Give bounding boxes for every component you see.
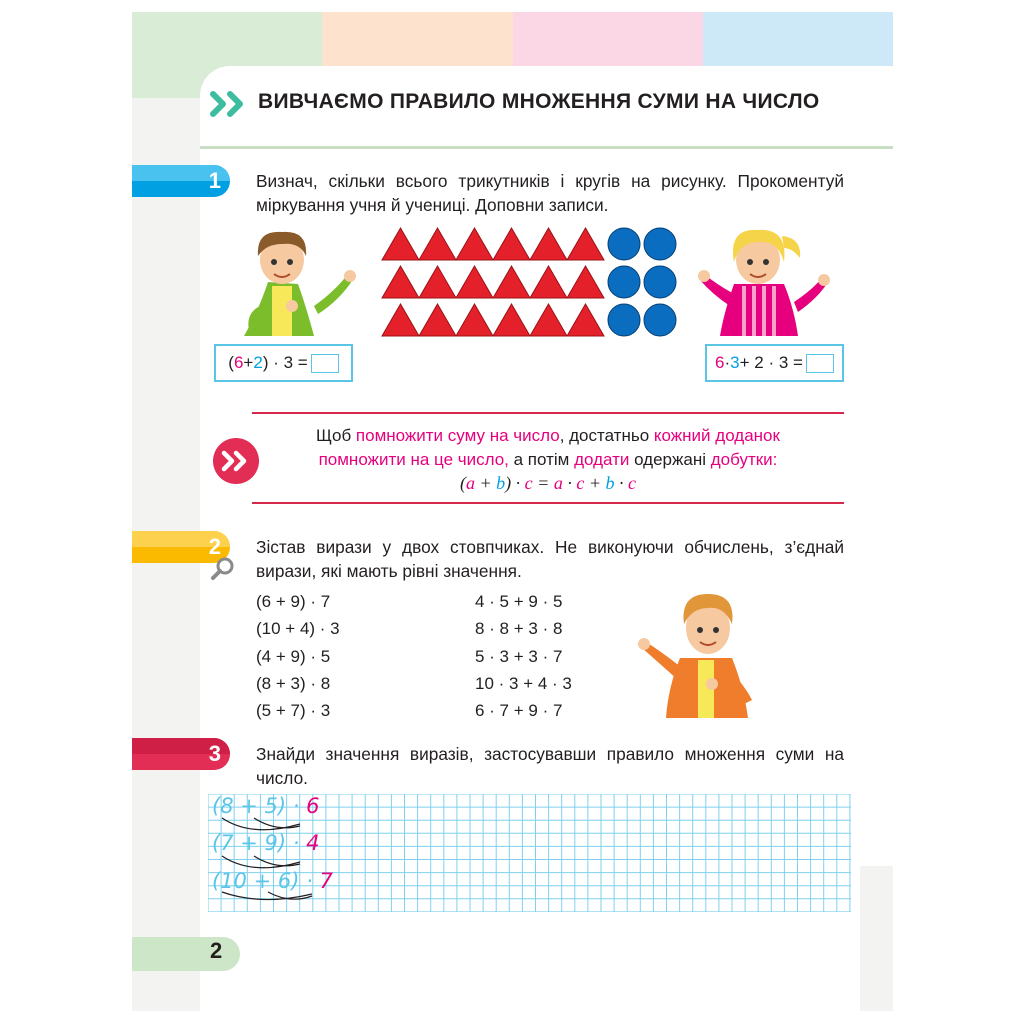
hand-factor: 6: [306, 794, 320, 818]
triangle: [382, 266, 419, 298]
rule-highlight: помножити суму на число: [355, 426, 560, 445]
page-number: 2: [210, 938, 223, 963]
expression-item[interactable]: 10 · 3 + 4 · 3: [475, 673, 572, 693]
rule-highlight: додати: [574, 450, 630, 469]
left-expression-column: [256, 588, 340, 724]
triangle: [530, 228, 567, 260]
formula-part: +: [475, 473, 497, 493]
circle: [608, 304, 640, 336]
expr-factor-a: 6: [715, 353, 725, 372]
expression-item[interactable]: (10 + 4) · 3: [256, 619, 340, 639]
hand-sum: (7 + 9) ·: [212, 831, 300, 855]
boy-illustration: [236, 222, 360, 336]
double-chevron-icon: [210, 91, 248, 117]
expr-plus: +: [243, 353, 254, 372]
formula-part: ·: [614, 473, 628, 493]
girl-expression-box: [705, 344, 844, 382]
triangle: [419, 304, 456, 336]
triangle: [419, 228, 456, 260]
triangle: [419, 266, 456, 298]
rule-line-1: [252, 424, 844, 448]
triangle: [567, 228, 604, 260]
expr-dot: ·: [724, 353, 731, 372]
rule-formula: [252, 471, 844, 495]
task-2-text: Зістав вирази у двох стовпчиках. Не виконуючи обчислень, з’єднай вирази, які мають рівні значення.: [256, 537, 844, 581]
answer-blank[interactable]: [311, 354, 339, 373]
triangle: [530, 304, 567, 336]
formula-c: c: [524, 473, 533, 493]
task-3-text: Знайди значення виразів, застосувавши правило множення суми на число.: [256, 744, 844, 788]
girl-illustration: [698, 222, 834, 336]
triangle: [382, 228, 419, 260]
rule-box: [252, 412, 844, 504]
task-3-tab: [132, 738, 230, 770]
expr-addend-a: 6: [233, 353, 244, 372]
magnifier-icon: [210, 556, 236, 580]
page-number-tab: [132, 937, 240, 971]
expression-item[interactable]: 4 · 5 + 9 · 5: [475, 592, 563, 611]
rule-text: , достатньо: [559, 426, 654, 445]
formula-b: b: [605, 473, 615, 493]
expression-item[interactable]: (5 + 7) · 3: [256, 701, 331, 721]
expr-factor-b: 3: [730, 353, 740, 372]
multiplication-arcs: [212, 812, 332, 902]
triangle: [456, 304, 493, 336]
triangle: [493, 228, 530, 260]
hand-sum: (8 + 5) ·: [212, 794, 300, 818]
right-expression-column: [475, 588, 572, 724]
triangle: [382, 304, 419, 336]
circle: [644, 266, 676, 298]
expr-rest: + 2 · 3 =: [739, 353, 803, 372]
expression-item[interactable]: (4 + 9) · 5: [256, 646, 331, 666]
expression-item[interactable]: (8 + 3) · 8: [256, 673, 331, 693]
task-1-tab: [132, 165, 230, 197]
task-1-text: Визнач, скільки всього трикутників і кругів на рисунку. Прокоментуй міркування учня й учениці. Доповни записи.: [256, 171, 844, 215]
triangle: [456, 266, 493, 298]
circle: [608, 228, 640, 260]
hand-factor: 7: [319, 869, 333, 893]
task-2-number: 2: [208, 534, 221, 559]
triangle: [567, 304, 604, 336]
rule-text: одержані: [629, 450, 711, 469]
rule-text: а потім: [508, 450, 575, 469]
expr-addend-b: 2: [253, 353, 263, 372]
formula-b: b: [496, 473, 506, 493]
rule-text: Щоб: [316, 426, 356, 445]
triangle: [493, 266, 530, 298]
hand-factor: 4: [306, 831, 320, 855]
double-chevron-icon: [221, 450, 251, 472]
formula-part: ·: [562, 473, 577, 493]
expr-open-paren: (: [228, 353, 234, 372]
formula-part: (: [460, 473, 467, 493]
boy-expression-box: [214, 344, 353, 382]
page-title: ВИВЧАЄМО ПРАВИЛО МНОЖЕННЯ СУМИ НА ЧИСЛО: [258, 90, 820, 113]
formula-c: c: [627, 473, 636, 493]
formula-a: a: [466, 473, 476, 493]
circle: [644, 228, 676, 260]
expr-rest: ) · 3 =: [262, 353, 308, 372]
triangle: [567, 266, 604, 298]
formula-part: ) ·: [505, 473, 525, 493]
shapes-figure: [380, 226, 680, 338]
rule-highlight: помножити на це число,: [318, 450, 509, 469]
hand-sum: (10 + 6) ·: [212, 869, 313, 893]
triangle: [493, 304, 530, 336]
formula-c: c: [576, 473, 585, 493]
expression-item[interactable]: (6 + 9) · 7: [256, 592, 331, 611]
rule-highlight: добутки:: [710, 450, 778, 469]
header-divider: [200, 146, 893, 149]
task-1-number: 1: [208, 168, 221, 193]
expression-item[interactable]: 5 · 3 + 3 · 7: [475, 646, 563, 666]
task-3-number: 3: [208, 741, 221, 766]
circle: [608, 266, 640, 298]
formula-a: a: [553, 473, 563, 493]
rule-line-2: [252, 448, 844, 472]
formula-part: +: [584, 473, 606, 493]
boy-orange-illustration: [636, 588, 760, 718]
answer-blank[interactable]: [806, 354, 834, 373]
expression-item[interactable]: 8 · 8 + 3 · 8: [475, 619, 563, 639]
formula-part: =: [532, 473, 554, 493]
circle: [644, 304, 676, 336]
triangle: [530, 266, 567, 298]
expression-item[interactable]: 6 · 7 + 9 · 7: [475, 701, 563, 721]
triangle: [456, 228, 493, 260]
rule-highlight: кожний доданок: [653, 426, 780, 445]
